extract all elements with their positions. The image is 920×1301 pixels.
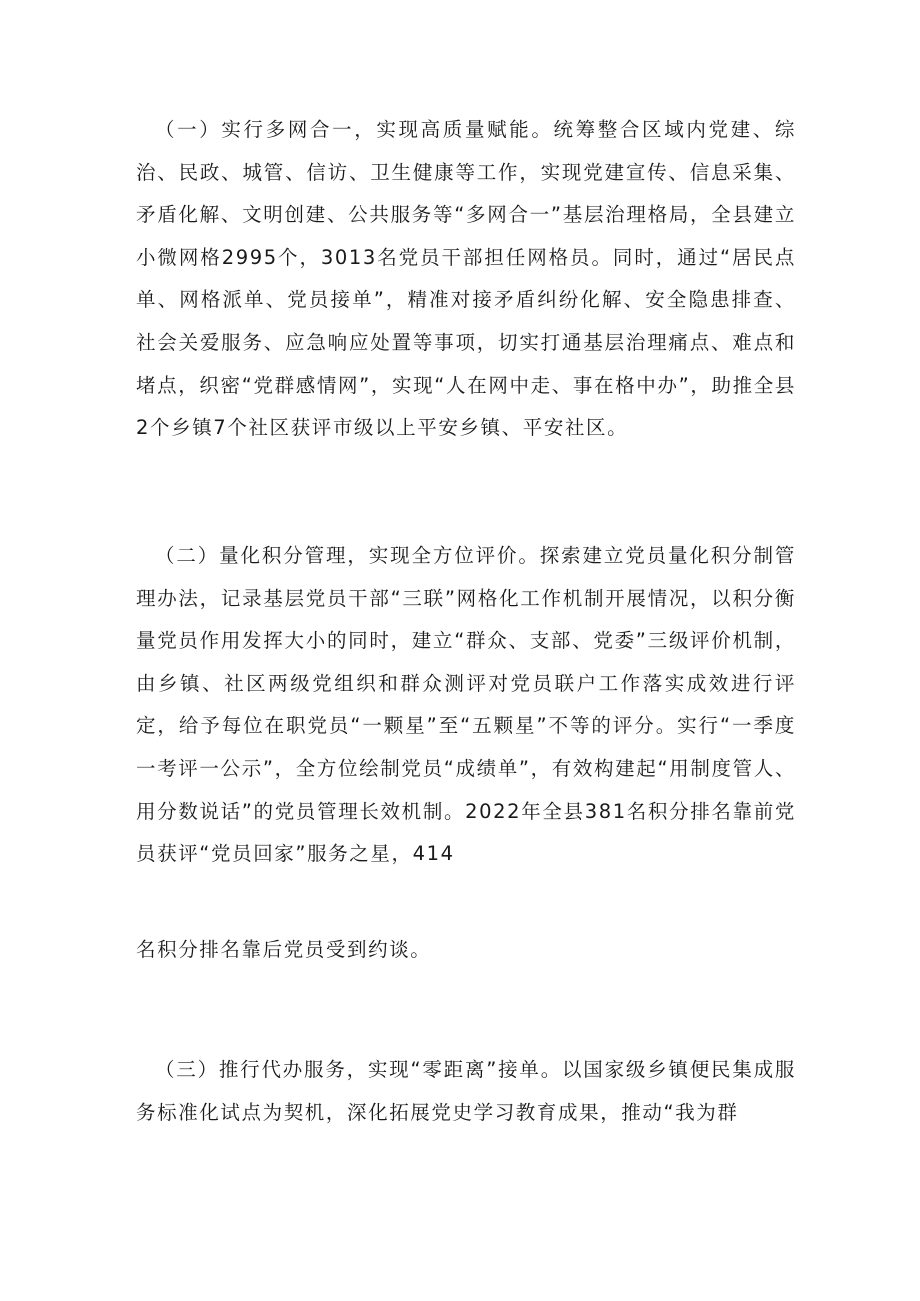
- paragraph-1: （一）实行多网合一，实现高质量赋能。统筹整合区域内党建、综治、民政、城管、信访、卫生健康等工作，实现党建宣传、信息采集、矛盾化解、文明创建、公共服务等“多网合一”基层治理格局，全县建立小微网格2995个，3013名党员干部担任网格员。同时，通过“居民点单、网格派单、党员接单”，精准对接矛盾纠纷化解、安全隐患排查、社会关爱服务、应急响应处置等事项，切实打通基层治理痛点、难点和堵点，织密“党群感情网”，实现“人在网中走、事在格中办”，助推全县2个乡镇7个社区获评市级以上平安乡镇、平安社区。: [136, 118, 796, 440]
- paragraph-2: （二）量化积分管理，实现全方位评价。探索建立党员量化积分制管理办法，记录基层党员干部“三联”网格化工作机制开展情况，以积分衡量党员作用发挥大小的同时，建立“群众、支部、党委”三级评价机制，由乡镇、社区两级党组织和群众测评对党员联户工作落实成效进行评定，给予每位在职党员“一颗星”至“五颗星”不等的评分。实行“一季度一考评一公示”，全方位绘制党员“成绩单”，有效构建起“用制度管人、用分数说话”的党员管理长效机制。2022年全县381名积分排名靠前党员获评“党员回家”服务之星，414: [136, 544, 796, 866]
- paragraph-2-continuation: 名积分排名靠后党员受到约谈。: [136, 938, 432, 961]
- paragraph-3: （三）推行代办服务，实现“零距离”接单。以国家级乡镇便民集成服务标准化试点为契机，深化拓展党史学习教育成果，推动“我为群: [136, 1058, 796, 1124]
